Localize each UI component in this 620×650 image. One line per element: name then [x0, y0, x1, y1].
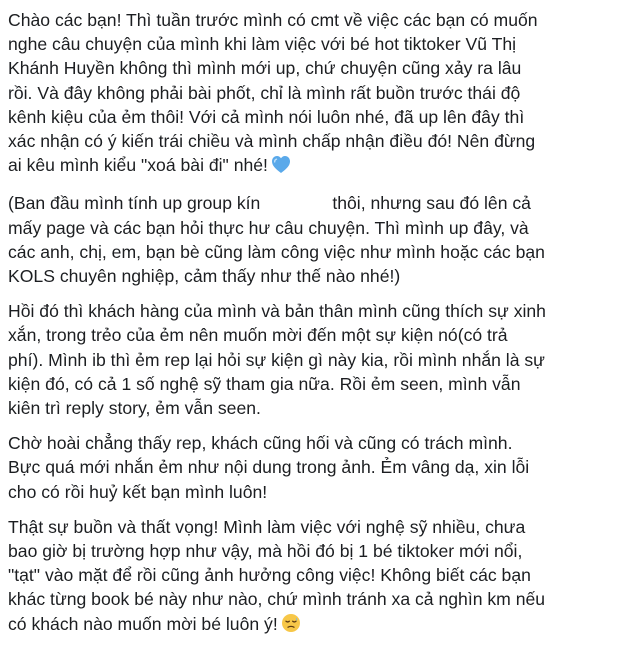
post-line: mấy page và các bạn hỏi thực hư câu chuyện. Thì mình up đây, và	[8, 217, 529, 238]
post-line-text: thôi, nhưng sau đó lên cả	[332, 193, 531, 214]
post-line-text: ai kêu mình kiểu "xoá bài đi" nhé!	[8, 155, 268, 176]
post-line: Thật sự buồn và thất vọng! Mình làm việc với nghệ sỹ nhiều, chưa	[8, 516, 526, 537]
paragraph-conclusion	[8, 515, 616, 639]
post-line: Chờ hoài chẳng thấy rep, khách cũng hối và cũng có trách mình.	[8, 433, 513, 454]
post-line: rồi. Và đây không phải bài phốt, chỉ là mình rất buồn trước thái độ	[8, 82, 521, 103]
post-line: kiên trì reply story, ẻm vẫn seen.	[8, 398, 261, 419]
post-line: các anh, chị, em, bạn bè cũng làm công việc như mình hoặc các bạn	[8, 241, 545, 262]
post-body	[8, 8, 616, 650]
paragraph-intro	[8, 8, 616, 180]
post-line: kiện đó, có cả 1 số nghệ sỹ tham gia nữa. Rồi ẻm seen, mình vẫn	[8, 373, 521, 394]
post-line: "tạt" vào mặt để rồi cũng ảnh hưởng công việc! Không biết các bạn	[8, 565, 531, 586]
post-line: Bực quá mới nhắn ẻm như nội dung trong ảnh. Ẻm vâng dạ, xin lỗi	[8, 457, 530, 478]
paragraph-note	[8, 191, 616, 288]
blue-heart-icon	[271, 155, 291, 180]
downcast-face-icon	[281, 613, 301, 639]
post-line: cho có rồi huỷ kết bạn mình luôn!	[8, 481, 268, 502]
post-line: khác từng book bé này như nào, chứ mình tránh xa cả nghìn km nếu	[8, 589, 546, 610]
post-line: kênh kiệu của ẻm thôi! Với cả mình nói luôn nhé, đã up lên đây thì	[8, 106, 525, 127]
post-line-text: (Ban đầu mình tính up group kín	[8, 193, 261, 214]
post-line: phí). Mình ib thì ẻm rep lại hỏi sự kiện gì này kia, rồi mình nhắn là sự	[8, 349, 545, 370]
paragraph-wait	[8, 431, 616, 504]
post-line: xắn, trong trẻo của ẻm nên muốn mời đến một sự kiện nó(có trả	[8, 325, 508, 346]
post-line: Chào các bạn! Thì tuần trước mình có cmt về việc các bạn có muốn	[8, 10, 538, 30]
post-line: Hồi đó thì khách hàng của mình và bản thân mình cũng thích sự xinh	[8, 301, 546, 322]
post-line-last	[8, 153, 616, 180]
post-line: KOLS chuyên nghiệp, cảm thấy như thế nào nhé!)	[8, 266, 401, 287]
post-line: xác nhận có ý kiến trái chiều và mình chấp nhận điều đó! Nên đừng	[8, 131, 536, 152]
post-line: nghe câu chuyện của mình khi làm việc với bé hot tiktoker Vũ Thị	[8, 34, 517, 55]
post-line	[8, 191, 616, 215]
post-line-text: có khách nào muốn mời bé luôn ý!	[8, 613, 278, 634]
post-line: bao giờ bị trường hợp như vậy, mà hồi đó bị 1 bé tiktoker mới nổi,	[8, 541, 523, 562]
post-line-last	[8, 612, 616, 639]
post-line: Khánh Huyền không thì mình mới up, chứ chuyện cũng xảy ra lâu	[8, 58, 522, 79]
paragraph-story	[8, 299, 616, 420]
